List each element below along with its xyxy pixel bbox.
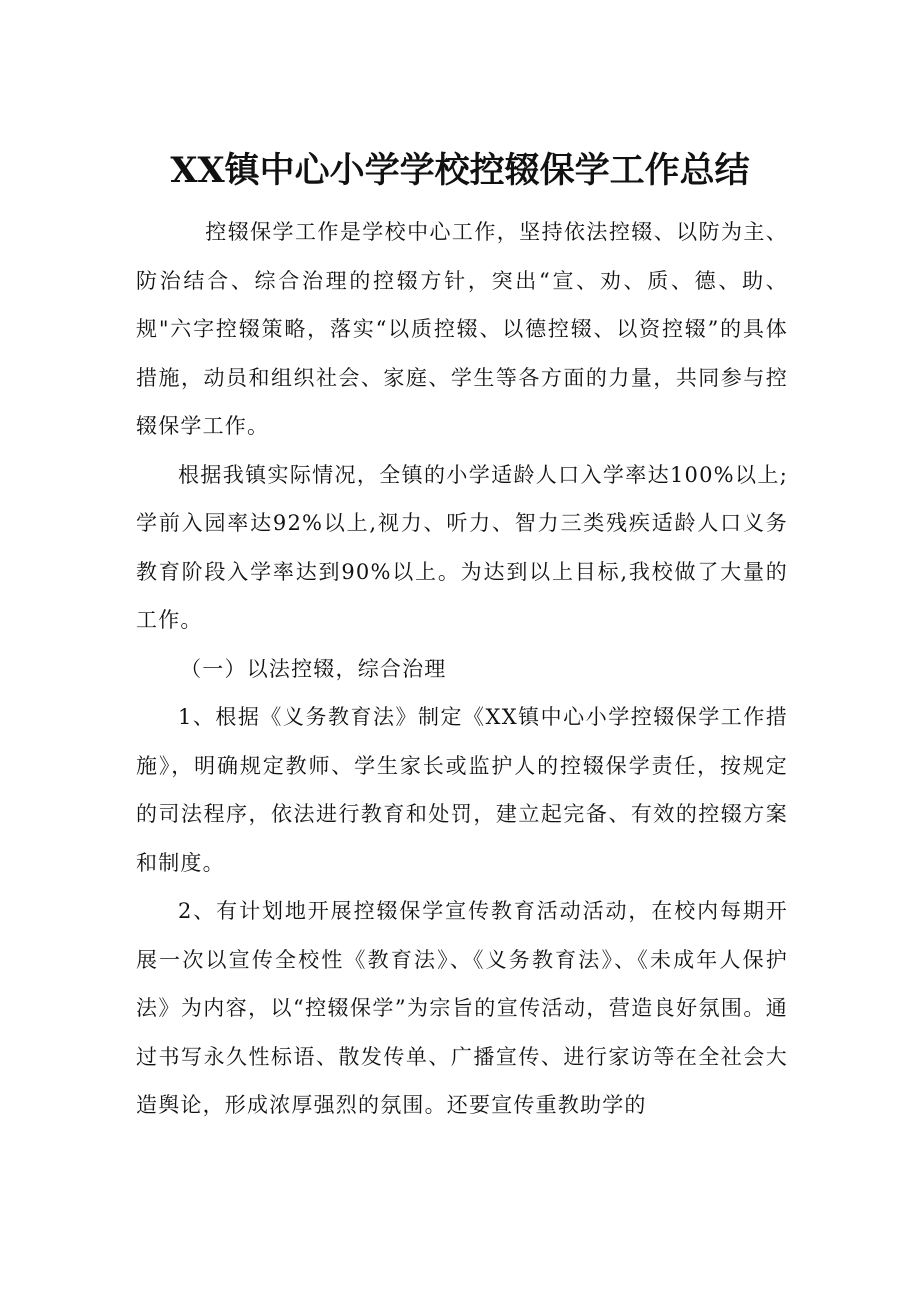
document-title: XX镇中心小学学校控辍保学工作总结: [170, 150, 750, 192]
document-body: [136, 208, 788, 1130]
paragraph-intro: 控辍保学工作是学校中心工作，坚持依法控辍、以防为主、防治结合、综合治理的控辍方针，突出“宣、劝、质、德、助、规"六字控辍策略，落实“以质控辍、以德控辍、以资控辍”的具体措施，动员和组织社会、家庭、学生等各方面的力量，共同参与控辍保学工作。: [136, 220, 788, 438]
section-heading-1: （一）以法控辍，综合治理: [180, 656, 447, 681]
paragraph-item-2: 2、有计划地开展控辍保学宣传教育活动活动，在校内每期开展一次以宣传全校性《教育法》、《义务教育法》、《未成年人保护法》为内容，以“控辍保学”为宗旨的宣传活动，营造良好氛围。通过书写永久性标语、散发传单、广播宣传、进行家访等在全社会大造舆论，形成浓厚强烈的氛围。还要宣传重教助学的: [136, 899, 788, 1117]
paragraph-targets: 根据我镇实际情况，全镇的小学适龄人口入学率达100%以上;学前入园率达92%以上,视力、听力、智力三类残疾适龄人口义务教育阶段入学率达到90%以上。为达到以上目标,我校做了大量的工作。: [136, 462, 788, 632]
paragraph-item-1: 1、根据《义务教育法》制定《XX镇中心小学控辍保学工作措施》，明确规定教师、学生家长或监护人的控辍保学责任，按规定的司法程序，依法进行教育和处罚，建立起完备、有效的控辍方案和制度。: [136, 705, 788, 875]
